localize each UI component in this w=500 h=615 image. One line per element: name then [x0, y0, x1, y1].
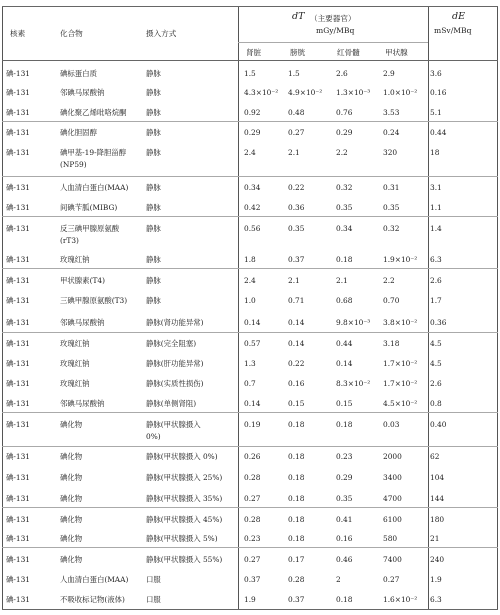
- cell-compound: 玫瑰红钠: [60, 359, 90, 368]
- cell-route: 静脉(单侧肾阻): [146, 399, 197, 408]
- cell-marrow: 2.1: [336, 276, 348, 285]
- cell-thyroid: 0.27: [383, 575, 400, 584]
- cell-compound: 碘甲基-19-降胆甾醇: [60, 148, 127, 157]
- organ-red-marrow: 红骨髓: [337, 48, 360, 57]
- cell-bladder: 0.15: [288, 399, 305, 408]
- cell-compound: 三碘甲腺原氨酸(T3): [60, 296, 128, 305]
- cell-thyroid: 0.32: [383, 224, 400, 233]
- cell-kidney: 0.92: [244, 108, 261, 117]
- cell-bladder: 0.18: [288, 494, 305, 503]
- dt-symbol: dT: [292, 11, 305, 22]
- group-rule: [2, 121, 498, 122]
- cell-kidney: 4.3×10⁻²: [244, 88, 279, 97]
- cell-de: 62: [430, 452, 440, 461]
- cell-compound: 碘化物: [60, 494, 83, 503]
- cell-route: 静脉: [146, 203, 161, 212]
- cell-marrow: 0.16: [336, 534, 353, 543]
- cell-marrow: 9.8×10⁻³: [336, 318, 371, 327]
- cell-compound: 邻碘马尿酸钠: [60, 88, 105, 97]
- group-rule: [2, 216, 498, 217]
- cell-marrow: 0.29: [336, 128, 353, 137]
- cell-thyroid: 3400: [383, 473, 402, 482]
- cell-bladder: 2.1: [288, 148, 300, 157]
- cell-thyroid: 3.8×10⁻²: [383, 318, 418, 327]
- table-border-left: [2, 6, 3, 610]
- cell-de: 6.3: [430, 595, 442, 604]
- cell-compound: 人血清白蛋白(MAA): [60, 575, 129, 584]
- cell-marrow: 0.44: [336, 339, 353, 348]
- cell-route: 静脉(甲状腺摄入 35%): [146, 494, 223, 503]
- cell-thyroid: 0.31: [383, 183, 400, 192]
- cell-bladder: 0.18: [288, 452, 305, 461]
- cell-route: 静脉(肝功能异常): [146, 359, 204, 368]
- cell-kidney: 0.29: [244, 128, 261, 137]
- cell-marrow: 2.2: [336, 148, 348, 157]
- cell-compound: 玫瑰红钠: [60, 255, 90, 264]
- cell-nuclide: 碘-131: [6, 359, 30, 368]
- column-divider-de: [428, 6, 429, 610]
- cell-kidney: 1.5: [244, 69, 256, 78]
- cell-marrow: 0.35: [336, 203, 353, 212]
- cell-de: 0.44: [430, 128, 447, 137]
- de-unit: mSv/MBq: [434, 26, 472, 35]
- cell-route: 静脉(甲状腺摄入 55%): [146, 555, 223, 564]
- cell-compound: 碘化聚乙烯吡咯烷酮: [60, 108, 127, 117]
- cell-thyroid: 1.7×10⁻²: [383, 379, 418, 388]
- cell-bladder: 2.1: [288, 276, 300, 285]
- cell-nuclide: 碘-131: [6, 224, 30, 233]
- group-rule: [2, 268, 498, 269]
- cell-nuclide: 碘-131: [6, 534, 30, 543]
- de-symbol: dE: [452, 11, 466, 22]
- cell-nuclide: 碘-131: [6, 575, 30, 584]
- cell-route: 静脉(甲状腺摄入: [146, 420, 201, 429]
- cell-marrow: 0.23: [336, 452, 353, 461]
- cell-route: 静脉: [146, 128, 161, 137]
- cell-marrow: 0.68: [336, 296, 353, 305]
- cell-de: 3.6: [430, 69, 442, 78]
- cell-kidney: 0.19: [244, 420, 261, 429]
- cell-kidney: 0.56: [244, 224, 261, 233]
- group-rule: [2, 507, 498, 508]
- cell-route: 静脉(甲状腺摄入 5%): [146, 534, 218, 543]
- group-rule: [2, 332, 498, 333]
- cell-de: 21: [430, 534, 440, 543]
- cell-nuclide: 碘-131: [6, 276, 30, 285]
- cell-compound: 碘化物: [60, 534, 83, 543]
- cell-bladder: 0.17: [288, 555, 305, 564]
- cell-route-line2: 0%): [146, 432, 161, 441]
- cell-compound: 碘化胆固醇: [60, 128, 97, 137]
- cell-compound: 碘化物: [60, 420, 83, 429]
- cell-nuclide: 碘-131: [6, 494, 30, 503]
- cell-nuclide: 碘-131: [6, 515, 30, 524]
- header-compound: 化合物: [60, 29, 83, 38]
- cell-de: 3.1: [430, 183, 442, 192]
- cell-route: 静脉: [146, 108, 161, 117]
- cell-kidney: 0.27: [244, 555, 261, 564]
- cell-thyroid: 1.0×10⁻²: [383, 88, 418, 97]
- cell-marrow: 0.18: [336, 255, 353, 264]
- cell-route: 静脉: [146, 88, 161, 97]
- cell-kidney: 1.0: [244, 296, 256, 305]
- cell-nuclide: 碘-131: [6, 339, 30, 348]
- cell-route: 静脉: [146, 183, 161, 192]
- cell-thyroid: 7400: [383, 555, 402, 564]
- cell-thyroid: 4700: [383, 494, 402, 503]
- cell-bladder: 0.37: [288, 255, 305, 264]
- cell-marrow: 0.41: [336, 515, 353, 524]
- cell-thyroid: 2.2: [383, 276, 395, 285]
- cell-bladder: 0.48: [288, 108, 305, 117]
- cell-de: 144: [430, 494, 445, 503]
- dt-title: （主要器官）: [310, 14, 356, 23]
- cell-de: 0.16: [430, 88, 447, 97]
- cell-route: 静脉: [146, 276, 161, 285]
- cell-compound: 甲状腺素(T4): [60, 276, 105, 285]
- cell-de: 0.36: [430, 318, 447, 327]
- cell-kidney: 0.34: [244, 183, 261, 192]
- cell-kidney: 0.14: [244, 399, 261, 408]
- cell-route: 口服: [146, 595, 161, 604]
- cell-nuclide: 碘-131: [6, 473, 30, 482]
- cell-kidney: 0.37: [244, 575, 261, 584]
- organ-header-rule: [238, 42, 428, 43]
- cell-marrow: 0.32: [336, 183, 353, 192]
- cell-kidney: 1.3: [244, 359, 256, 368]
- cell-route: 静脉(实质性损伤): [146, 379, 204, 388]
- cell-nuclide: 碘-131: [6, 183, 30, 192]
- cell-de: 1.4: [430, 224, 442, 233]
- cell-compound: 不吸收标记物(液体): [60, 595, 125, 604]
- cell-de: 5.1: [430, 108, 442, 117]
- cell-marrow: 2: [336, 575, 341, 584]
- cell-bladder: 0.18: [288, 515, 305, 524]
- cell-de: 1.1: [430, 203, 442, 212]
- cell-kidney: 1.8: [244, 255, 256, 264]
- cell-de: 240: [430, 555, 445, 564]
- cell-thyroid: 3.53: [383, 108, 400, 117]
- cell-bladder: 0.14: [288, 339, 305, 348]
- cell-marrow: 0.18: [336, 420, 353, 429]
- cell-de: 104: [430, 473, 445, 482]
- cell-compound: 邻碘马尿酸钠: [60, 318, 105, 327]
- cell-route: 静脉(肾功能异常): [146, 318, 204, 327]
- group-rule: [2, 412, 498, 413]
- cell-compound: 间碘苄胍(MIBG): [60, 203, 118, 212]
- cell-thyroid: 320: [383, 148, 398, 157]
- cell-kidney: 0.23: [244, 534, 261, 543]
- cell-bladder: 0.18: [288, 473, 305, 482]
- cell-de: 4.5: [430, 359, 442, 368]
- group-rule: [2, 547, 498, 548]
- cell-compound: 碘化物: [60, 555, 83, 564]
- cell-route: 静脉(甲状腺摄入 25%): [146, 473, 223, 482]
- cell-nuclide: 碘-131: [6, 420, 30, 429]
- cell-de: 18: [430, 148, 440, 157]
- cell-nuclide: 碘-131: [6, 399, 30, 408]
- dt-unit: mGy/MBq: [316, 26, 355, 35]
- group-rule: [2, 176, 498, 177]
- cell-compound: 碘标蛋白质: [60, 69, 97, 78]
- organ-kidney: 肾脏: [246, 48, 262, 57]
- cell-thyroid: 1.9×10⁻²: [383, 255, 418, 264]
- cell-route: 静脉(甲状腺摄入 45%): [146, 515, 223, 524]
- cell-nuclide: 碘-131: [6, 255, 30, 264]
- cell-nuclide: 碘-131: [6, 203, 30, 212]
- cell-route: 静脉: [146, 255, 161, 264]
- cell-kidney: 0.57: [244, 339, 261, 348]
- group-rule: [2, 446, 498, 447]
- organ-thyroid: 甲状腺: [385, 48, 408, 57]
- cell-kidney: 2.4: [244, 276, 256, 285]
- cell-bladder: 1.5: [288, 69, 300, 78]
- cell-thyroid: 1.7×10⁻²: [383, 359, 418, 368]
- cell-kidney: 1.9: [244, 595, 256, 604]
- cell-bladder: 0.27: [288, 128, 305, 137]
- cell-kidney: 2.4: [244, 148, 256, 157]
- cell-compound: 碘化物: [60, 473, 83, 482]
- cell-de: 4.5: [430, 339, 442, 348]
- cell-bladder: 0.36: [288, 203, 305, 212]
- cell-thyroid: 0.03: [383, 420, 400, 429]
- cell-route: 静脉: [146, 148, 161, 157]
- cell-nuclide: 碘-131: [6, 88, 30, 97]
- cell-nuclide: 碘-131: [6, 379, 30, 388]
- cell-marrow: 8.3×10⁻²: [336, 379, 371, 388]
- cell-marrow: 0.18: [336, 595, 353, 604]
- cell-nuclide: 碘-131: [6, 318, 30, 327]
- cell-kidney: 0.28: [244, 515, 261, 524]
- cell-compound-line2: (NP59): [60, 160, 87, 169]
- cell-bladder: 0.22: [288, 359, 305, 368]
- cell-thyroid: 6100: [383, 515, 402, 524]
- cell-thyroid: 580: [383, 534, 398, 543]
- header-nuclide: 核素: [10, 29, 26, 38]
- cell-nuclide: 碘-131: [6, 148, 30, 157]
- cell-marrow: 0.76: [336, 108, 353, 117]
- cell-compound: 碘化物: [60, 452, 83, 461]
- cell-route: 静脉(甲状腺摄入 0%): [146, 452, 218, 461]
- cell-compound-line2: (rT3): [60, 236, 79, 245]
- cell-route: 口服: [146, 575, 161, 584]
- cell-de: 180: [430, 515, 445, 524]
- cell-compound: 碘化物: [60, 515, 83, 524]
- cell-bladder: 0.28: [288, 575, 305, 584]
- cell-marrow: 0.15: [336, 399, 353, 408]
- cell-thyroid: 1.6×10⁻²: [383, 595, 418, 604]
- cell-bladder: 0.14: [288, 318, 305, 327]
- cell-kidney: 0.7: [244, 379, 256, 388]
- cell-kidney: 0.14: [244, 318, 261, 327]
- cell-bladder: 0.18: [288, 420, 305, 429]
- cell-nuclide: 碘-131: [6, 128, 30, 137]
- cell-de: 1.9: [430, 575, 442, 584]
- cell-bladder: 0.37: [288, 595, 305, 604]
- cell-compound: 反三碘甲腺原氨酸: [60, 224, 120, 233]
- cell-de: 0.40: [430, 420, 447, 429]
- cell-marrow: 0.46: [336, 555, 353, 564]
- cell-marrow: 0.34: [336, 224, 353, 233]
- cell-compound: 玫瑰红钠: [60, 339, 90, 348]
- cell-compound: 人血清白蛋白(MAA): [60, 183, 129, 192]
- cell-kidney: 0.26: [244, 452, 261, 461]
- cell-nuclide: 碘-131: [6, 69, 30, 78]
- cell-de: 1.7: [430, 296, 442, 305]
- table-top-rule: [2, 6, 498, 7]
- table-bottom-rule: [2, 609, 498, 610]
- cell-nuclide: 碘-131: [6, 108, 30, 117]
- cell-route: 静脉(完全阻塞): [146, 339, 197, 348]
- cell-thyroid: 3.18: [383, 339, 400, 348]
- column-divider-dt: [238, 6, 239, 610]
- cell-bladder: 0.71: [288, 296, 305, 305]
- cell-kidney: 0.28: [244, 473, 261, 482]
- cell-bladder: 0.22: [288, 183, 305, 192]
- header-bottom-rule: [2, 60, 498, 61]
- cell-marrow: 0.35: [336, 494, 353, 503]
- cell-kidney: 0.42: [244, 203, 261, 212]
- table-border-right: [497, 6, 498, 610]
- cell-nuclide: 碘-131: [6, 296, 30, 305]
- cell-route: 静脉: [146, 69, 161, 78]
- cell-thyroid: 0.35: [383, 203, 400, 212]
- cell-nuclide: 碘-131: [6, 452, 30, 461]
- cell-marrow: 1.3×10⁻³: [336, 88, 371, 97]
- cell-nuclide: 碘-131: [6, 555, 30, 564]
- cell-thyroid: 4.5×10⁻²: [383, 399, 418, 408]
- cell-marrow: 0.14: [336, 359, 353, 368]
- cell-compound: 邻碘马尿酸钠: [60, 399, 105, 408]
- cell-de: 2.6: [430, 379, 442, 388]
- cell-marrow: 0.29: [336, 473, 353, 482]
- cell-kidney: 0.27: [244, 494, 261, 503]
- cell-marrow: 2.6: [336, 69, 348, 78]
- cell-route: 静脉: [146, 296, 161, 305]
- cell-thyroid: 0.24: [383, 128, 400, 137]
- cell-bladder: 0.18: [288, 534, 305, 543]
- cell-thyroid: 0.70: [383, 296, 400, 305]
- cell-bladder: 0.16: [288, 379, 305, 388]
- cell-route: 静脉: [146, 224, 161, 233]
- cell-de: 6.3: [430, 255, 442, 264]
- cell-compound: 玫瑰红钠: [60, 379, 90, 388]
- cell-bladder: 0.35: [288, 224, 305, 233]
- cell-thyroid: 2000: [383, 452, 402, 461]
- cell-de: 0.8: [430, 399, 442, 408]
- organ-bladder: 膀胱: [290, 48, 306, 57]
- cell-thyroid: 2.9: [383, 69, 395, 78]
- cell-bladder: 4.9×10⁻²: [288, 88, 323, 97]
- header-route: 摄入方式: [146, 29, 177, 38]
- cell-nuclide: 碘-131: [6, 595, 30, 604]
- cell-de: 2.6: [430, 276, 442, 285]
